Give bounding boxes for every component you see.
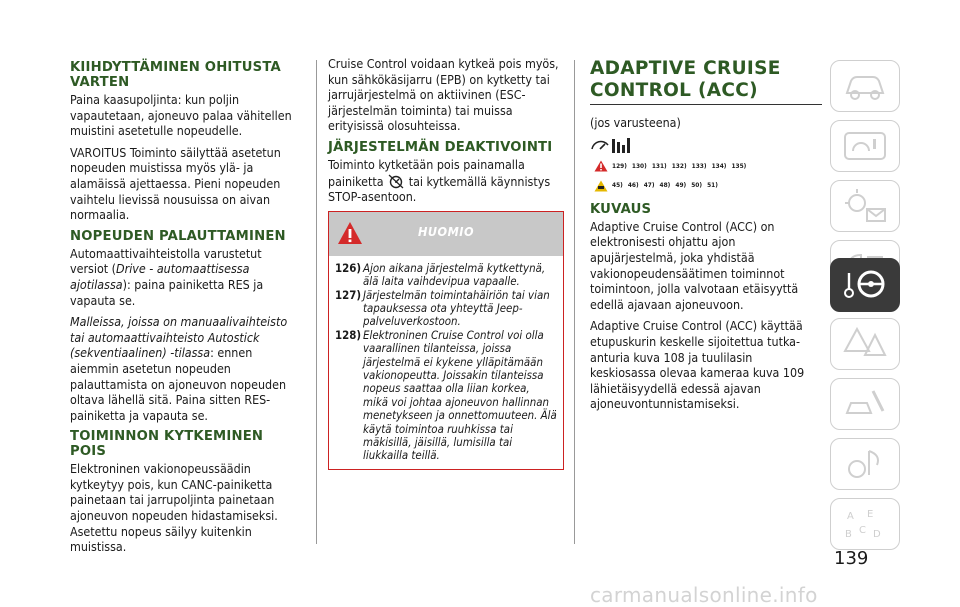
note-number: 126) xyxy=(335,260,362,275)
warning-signs-icon xyxy=(841,325,889,363)
column-3 xyxy=(590,56,822,418)
svg-text:D: D xyxy=(873,529,881,540)
column-2 xyxy=(328,56,564,470)
cruise-control-off-icon xyxy=(387,173,405,189)
heading-resume-speed: NOPEUDEN PALAUTTAMINEN xyxy=(70,228,286,244)
paragraph: Adaptive Cruise Control (ACC) on elektronisesti ohjattu ajon apujärjestelmä, joka yhdistää vakionopeudensäätimen toiminnot toimintoon, jolla valvotaan etäisyyttä edellä ajavaan ajoneuvoon. xyxy=(590,218,799,312)
paragraph: Elektroninen vakionopeussäädin kytkeytyy pois, kun CANC-painiketta painetaan tai jarrupoljinta painetaan ajoneuvon nopeuden hidastamiseksi. Asetettu nopeus säilyy kuitenkin muistissa. xyxy=(70,461,278,555)
warning-note-item xyxy=(335,329,557,463)
dashboard-icon xyxy=(841,127,889,165)
lights-check-icon xyxy=(841,187,889,225)
wrench-car-icon xyxy=(841,385,889,423)
title-underline xyxy=(590,104,822,105)
note-text: Ajon aikana järjestelmä kytkettynä, älä laita vaihdevipua vapaalle. xyxy=(363,260,546,289)
heading-deactivation: JÄRJESTELMÄN DEAKTIVOINTI xyxy=(328,139,553,155)
paragraph: Adaptive Cruise Control (ACC) käyttää etupuskurin keskelle sijoitettua tutka-anturia kuva 108 ja tuulilasin keskiosassa olevaa kameraa kuva 109 lähietäisyydellä edessä ajavan ajoneuvontunnistamiseksi. xyxy=(590,318,805,412)
page-number: 139 xyxy=(834,548,869,569)
column-1 xyxy=(70,56,298,561)
watermark: carmanualsonline.info xyxy=(590,583,818,607)
column-divider xyxy=(574,60,575,544)
warning-list xyxy=(329,256,563,469)
service-icon xyxy=(841,445,889,483)
column-divider xyxy=(316,60,317,544)
svg-text:B: B xyxy=(845,529,852,540)
tab-index[interactable] xyxy=(830,498,900,550)
svg-text:E: E xyxy=(867,509,874,520)
acc-symbol xyxy=(590,135,822,157)
warning-title: HUOMIO xyxy=(417,223,475,239)
note-text: Elektroninen Cruise Control voi olla vaarallinen tilanteissa, joissa järjestelmä ei kykene ylläpitämään vakionopeutta. Joissakin tilanteissa nopeus saattaa olla liian korkea, mikä voi johtaa ajoneuvon hallinnan menetykseen ja onnettomuuteen. Älä käytä toimintoa ruuhkissa tai mäkisillä, jäisillä, lumisilla tai liukkailla teillä. xyxy=(363,327,557,463)
warning-triangle-icon xyxy=(594,160,608,172)
note-number: 127) xyxy=(335,287,362,302)
tab-vehicle-overview[interactable] xyxy=(830,60,900,112)
alphabet-index-icon xyxy=(841,505,889,543)
tab-safety[interactable] xyxy=(830,180,900,232)
warning-note-item xyxy=(335,262,557,289)
svg-text:C: C xyxy=(859,525,866,536)
car-outline-icon xyxy=(841,67,889,105)
paragraph: Toiminto kytketään pois painamalla painiketta tai kytkemällä käynnistys STOP-asentoon. xyxy=(328,156,551,205)
warning-header xyxy=(329,212,563,256)
tab-servicing[interactable] xyxy=(830,438,900,490)
tab-starting-driving[interactable] xyxy=(830,258,900,312)
tab-instrument-panel[interactable] xyxy=(830,120,900,172)
heading-description: KUVAUS xyxy=(590,201,652,217)
paragraph: VAROITUS Toiminto säilyttää asetetun nopeuden muistissa myös ylä- ja alamäissä ajettaessa. Pieni nopeuden vaihtelu lievissä nousuissa on aivan normaalia. xyxy=(70,144,281,223)
warning-note-item xyxy=(335,289,557,329)
svg-text:A: A xyxy=(847,511,854,522)
tab-emergency[interactable] xyxy=(830,378,900,430)
caution-refs: 45) 46) 47) 48) 49) 50) 51) xyxy=(612,181,718,190)
note-text: Järjestelmän toimintahäiriön tai vian tapauksessa ota yhteyttä Jeep-palveluverkostoon. xyxy=(363,287,550,329)
heading-switch-off: TOIMINNON KYTKEMINEN POIS xyxy=(70,429,264,460)
key-steering-wheel-icon xyxy=(841,265,889,303)
heading-overtaking: KIIHDYTTÄMINEN OHITUSTA VARTEN xyxy=(70,60,281,90)
paragraph: Automaattivaihteistolla varustetut versiot (Drive - automaattisessa ajotilassa): paina painiketta RES ja vapauta se. xyxy=(70,245,264,308)
paragraph: Malleissa, joissa on manuaalivaihteisto tai automaattivaihteisto Autostick (sekventiaalinen) -tilassa: ennen aiemmin asetetun nopeuden palauttamista on ajoneuvon nopeuden oltava lähellä sitä. Paina sitten RES-painiketta ja vapauta se. xyxy=(70,314,288,423)
paragraph: Cruise Control voidaan kytkeä pois myös, kun sähkökäsijarru (EPB) on kytketty tai jarrujärjestelmä on aktiivinen (ESC-järjestelmän toiminta) tai muissa erityisissä olosuhteissa. xyxy=(328,56,559,134)
note-number: 128) xyxy=(335,327,362,342)
section-title: ADAPTIVE CRUISE xyxy=(590,58,781,79)
adaptive-cruise-icon xyxy=(590,135,636,157)
caution-triangle-icon xyxy=(594,180,608,192)
section-title: CONTROL (ACC) xyxy=(590,80,758,101)
warning-refs-row xyxy=(594,159,822,175)
tab-warnings[interactable] xyxy=(830,318,900,370)
caution-refs-row xyxy=(594,178,822,194)
paragraph: Paina kaasupoljinta: kun poljin vapautetaan, ajoneuvo palaa vähitellen muistini asetetulle nopeudelle. xyxy=(70,92,292,139)
paragraph: (jos varusteena) xyxy=(590,115,681,130)
warning-box xyxy=(328,211,564,470)
warning-refs: 129) 130) 131) 132) 133) 134) 135) xyxy=(612,161,747,170)
